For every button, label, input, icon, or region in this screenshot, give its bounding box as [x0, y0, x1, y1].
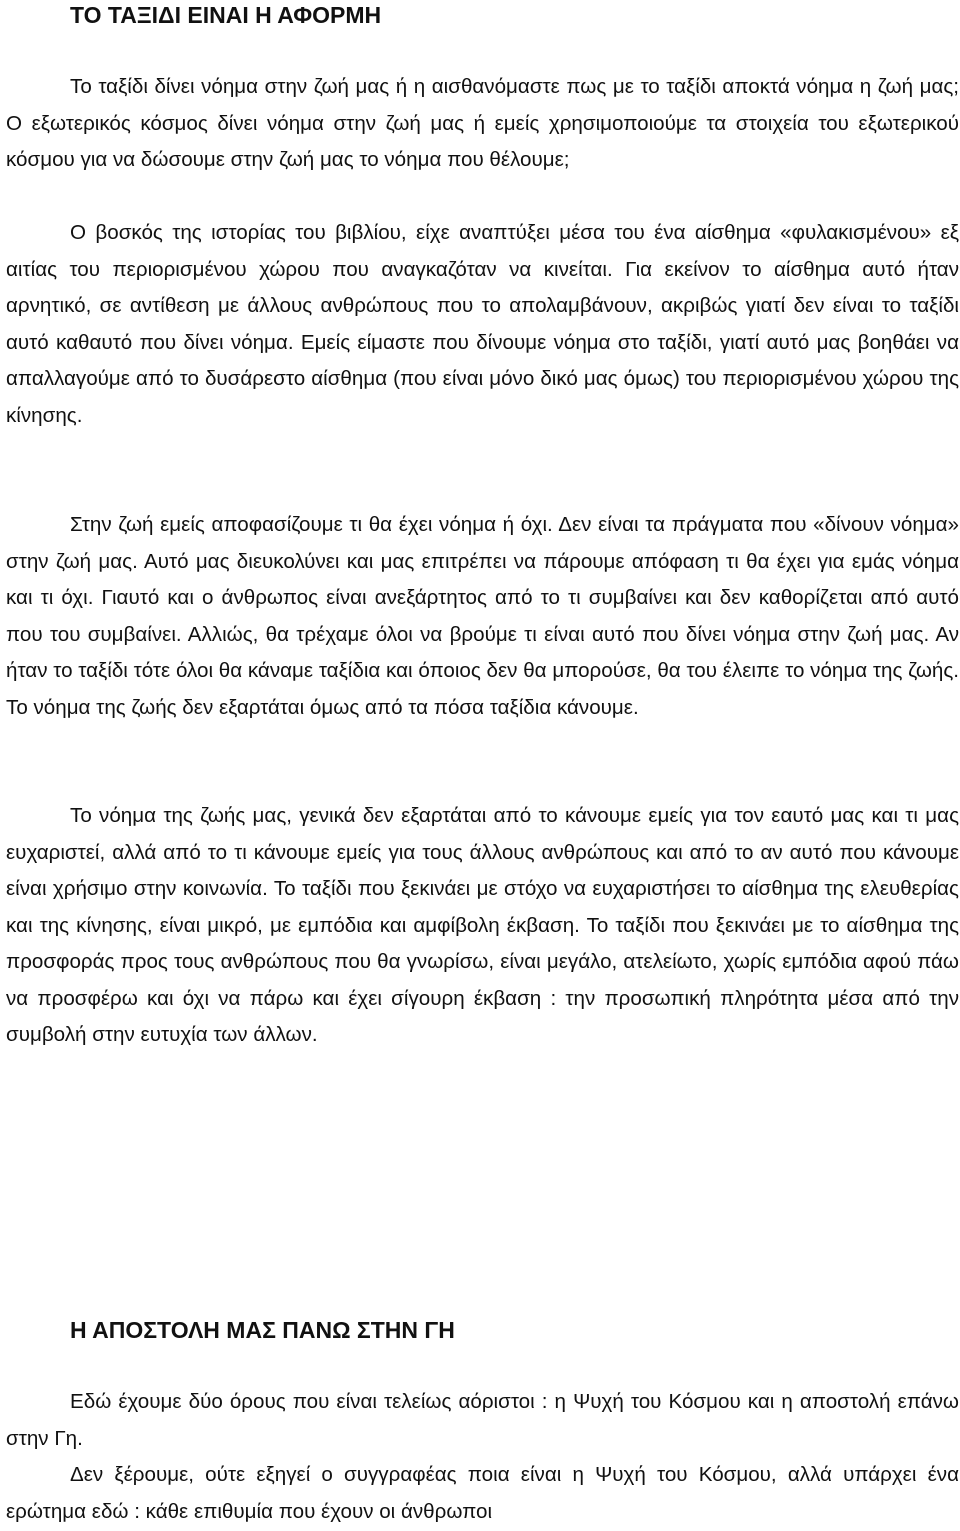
paragraph: Εδώ έχουμε δύο όρους που είναι τελείως αόριστοι : η Ψυχή του Κόσμου και η αποστολή επάνω στην Γη.: [6, 1390, 959, 1450]
paragraph: Στην ζωή εμείς αποφασίζουμε τι θα έχει νόημα ή όχι. Δεν είναι τα πράγματα που «δίνουν νόημα» στην ζωή μας. Αυτό μας διευκολύνει και μας επιτρέπει να πάρουμε απόφαση τι θα έχει για εμάς νόημα και τι όχι. Γιαυτό και ο άνθρωπος είναι ανεξάρτητος από το τι συμβαίνει και δεν καθορίζεται από αυτό που του συμβαίνει. Αλλιώς, θα τρέχαμε όλοι να βρούμε τι είναι αυτό που δίνει νόημα στην ζωή μας. Αν ήταν το ταξίδι τότε όλοι θα κάναμε ταξίδια και όποιος δεν θα μπορούσε, θα του έλειπε το νόημα της ζωής. Το νόημα της ζωής δεν εξαρτάται όμως από τα πόσα ταξίδια κάνουμε.: [6, 513, 959, 719]
paragraph: Το ταξίδι δίνει νόημα στην ζωή μας ή η αισθανόμαστε πως με το ταξίδι αποκτά νόημα η ζωή μας; Ο εξωτερικός κόσμος δίνει νόημα στην ζωή μας ή εμείς χρησιμοποιούμε τα στοιχεία του εξωτερικού κόσμου για να δώσουμε στην ζωή μας το νόημα που θέλουμε;: [6, 75, 959, 171]
paragraph: Δεν ξέρουμε, ούτε εξηγεί ο συγγραφέας ποια είναι η Ψυχή του Κόσμου, αλλά υπάρχει ένα ερώτημα εδώ : κάθε επιθυμία που έχουν οι άνθρωποι: [6, 1463, 959, 1523]
paragraph: Το νόημα της ζωής μας, γενικά δεν εξαρτάται από το κάνουμε εμείς για τον εαυτό μας και τι μας ευχαριστεί, αλλά από το τι κάνουμε εμείς για τους άλλους ανθρώπους και από το αν αυτό που κάνουμε είναι χρήσιμο στην κοινωνία. Το ταξίδι που ξεκινάει με στόχο να ευχαριστήσει το αίσθημα της ελευθερίας και της κίνησης, είναι μικρό, με εμπόδια και αμφίβολη έκβαση. Το ταξίδι που ξεκινάει με το αίσθημα της προσφοράς προς τους ανθρώπους που θα γνωρίσω, είναι μεγάλο, ατελείωτο, χωρίς εμπόδια αφού πάω να προσφέρω και όχι να πάρω και έχει σίγουρη έκβαση : την προσωπική πληρότητα μέσα από την συμβολή στην ευτυχία των άλλων.: [6, 804, 959, 1046]
paragraph: Ο βοσκός της ιστορίας του βιβλίου, είχε αναπτύξει μέσα του ένα αίσθημα «φυλακισμένου» εξ αιτίας του περιορισμένου χώρου που αναγκαζόταν να κινείται. Για εκείνον το αίσθημα αυτό ήταν αρνητικό, σε αντίθεση με άλλους ανθρώπους που το απολαμβάνουν, ακριβώς γιατί δεν είναι το ταξίδι αυτό καθαυτό που δίνει νόημα. Εμείς είμαστε που δίνουμε νόημα στο ταξίδι, γιατί αυτό μας βοηθάει να απαλλαγούμε από το δυσάρεστο αίσθημα (που είναι μόνο δικό μας όμως) του περιορισμένου χώρου της κίνησης.: [6, 221, 959, 427]
section-title: ΤΟ ΤΑΞΙΔΙ ΕΙΝΑΙ Η ΑΦΟΡΜΗ: [70, 2, 382, 28]
section-title: Η ΑΠΟΣΤΟΛΗ ΜΑΣ ΠΑΝΩ ΣΤΗΝ ΓΗ: [70, 1317, 455, 1343]
